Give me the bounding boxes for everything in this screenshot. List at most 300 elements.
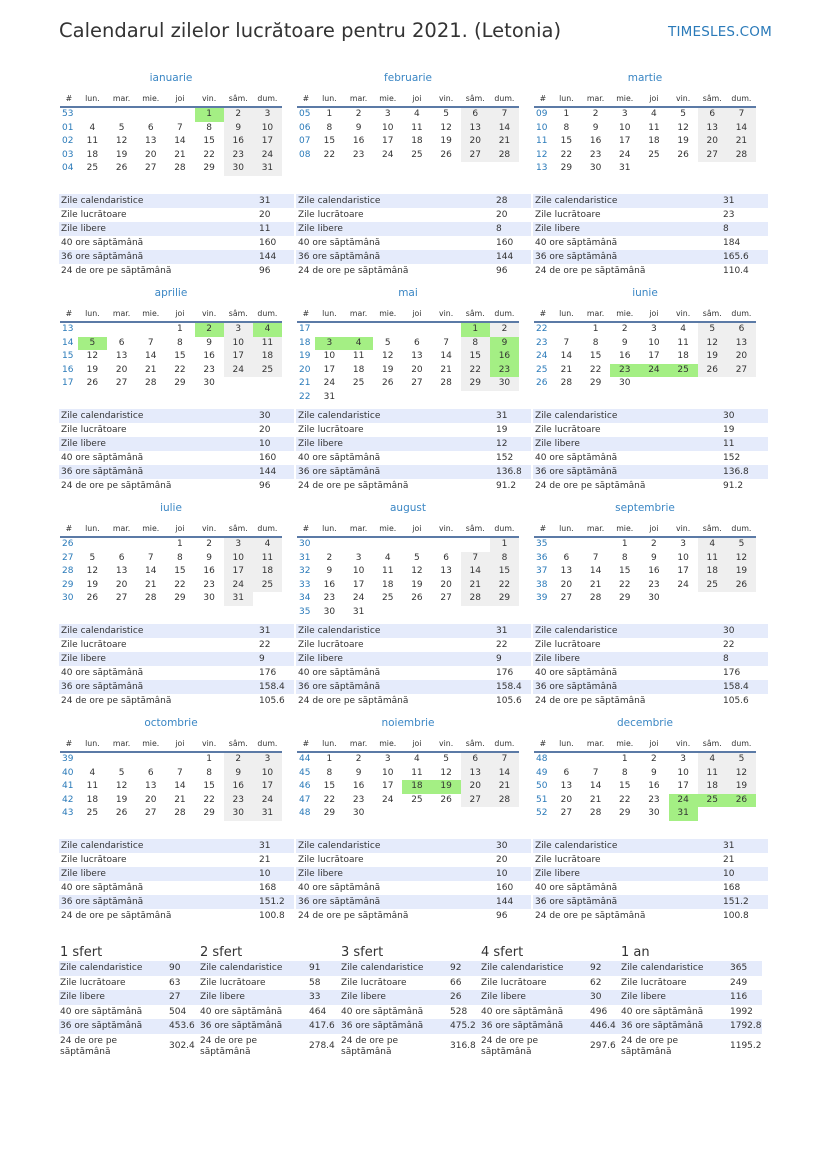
day-cell[interactable]: 18 [411, 136, 423, 146]
day-cell[interactable]: 6 [461, 108, 490, 122]
day-cell[interactable]: 27 [115, 593, 128, 603]
day-cell[interactable]: 15 [461, 350, 490, 364]
day-cell[interactable]: 26 [115, 808, 128, 818]
day-cell[interactable]: 6 [147, 767, 154, 778]
day-cell[interactable]: 18 [382, 579, 394, 590]
day-cell[interactable]: 22 [589, 364, 602, 375]
day-cell[interactable]: 10 [382, 767, 394, 778]
day-cell[interactable]: 20 [411, 364, 423, 375]
day-cell[interactable]: 15 [174, 351, 186, 361]
day-cell[interactable]: 2 [592, 109, 599, 119]
day-cell[interactable]: 31 [224, 592, 253, 606]
day-cell[interactable]: 24 [677, 579, 689, 590]
day-cell[interactable]: 17 [677, 781, 689, 791]
day-cell[interactable]: 4 [384, 552, 391, 563]
day-cell[interactable]: 24 [382, 149, 394, 160]
day-cell[interactable]: 9 [651, 552, 657, 563]
day-cell[interactable]: 29 [461, 377, 490, 391]
day-cell[interactable]: 14 [560, 351, 573, 361]
day-cell[interactable]: 6 [443, 552, 449, 563]
day-cell[interactable]: 2 [651, 539, 657, 549]
day-cell[interactable]: 26 [382, 378, 394, 388]
day-cell[interactable]: 28 [145, 378, 157, 388]
day-cell[interactable]: 13 [698, 122, 727, 136]
day-cell[interactable]: 22 [323, 149, 336, 160]
day-cell[interactable]: 23 [352, 149, 365, 160]
day-cell[interactable]: 14 [727, 122, 756, 136]
day-cell[interactable]: 30 [224, 807, 253, 821]
day-cell[interactable]: 7 [147, 337, 154, 348]
day-cell[interactable]: 18 [253, 565, 282, 579]
day-cell[interactable]: 24 [669, 794, 698, 808]
day-cell[interactable]: 15 [560, 136, 573, 146]
day-cell[interactable]: 8 [461, 337, 490, 351]
day-cell[interactable]: 27 [560, 593, 573, 603]
day-cell[interactable]: 19 [727, 565, 756, 579]
day-cell[interactable]: 13 [440, 566, 452, 576]
day-cell[interactable]: 13 [145, 781, 157, 791]
day-cell[interactable]: 4 [414, 109, 420, 119]
day-cell[interactable]: 20 [461, 135, 490, 149]
day-cell[interactable]: 23 [610, 364, 639, 378]
day-cell[interactable]: 16 [619, 351, 631, 361]
day-cell[interactable]: 4 [253, 538, 282, 552]
day-cell[interactable]: 24 [352, 593, 365, 603]
day-cell[interactable]: 20 [727, 350, 756, 364]
day-cell[interactable]: 20 [145, 794, 157, 805]
day-cell[interactable]: 12 [411, 566, 423, 576]
day-cell[interactable]: 12 [677, 122, 689, 133]
day-cell[interactable]: 5 [118, 767, 125, 778]
day-cell[interactable]: 19 [440, 136, 452, 146]
day-cell[interactable]: 17 [224, 565, 253, 579]
day-cell[interactable]: 19 [86, 579, 99, 590]
day-cell[interactable]: 20 [440, 579, 452, 590]
day-cell[interactable]: 16 [323, 579, 336, 590]
day-cell[interactable]: 19 [727, 780, 756, 794]
day-cell[interactable]: 3 [384, 109, 391, 119]
day-cell[interactable]: 27 [461, 149, 490, 163]
day-cell[interactable]: 1 [177, 324, 183, 334]
day-cell[interactable]: 2 [224, 753, 253, 767]
day-cell[interactable]: 31 [253, 162, 282, 176]
day-cell[interactable]: 31 [669, 807, 698, 821]
day-cell[interactable]: 5 [414, 552, 420, 563]
day-cell[interactable]: 27 [698, 149, 727, 163]
day-cell[interactable]: 5 [727, 753, 756, 767]
day-cell[interactable]: 3 [224, 323, 253, 337]
day-cell[interactable]: 21 [440, 364, 452, 375]
day-cell[interactable]: 28 [440, 378, 452, 388]
day-cell[interactable]: 11 [86, 781, 99, 791]
day-cell[interactable]: 24 [224, 579, 253, 593]
day-cell[interactable]: 24 [224, 364, 253, 378]
day-cell[interactable]: 25 [411, 794, 423, 805]
day-cell[interactable]: 18 [352, 364, 365, 375]
day-cell[interactable]: 19 [382, 364, 394, 375]
day-cell[interactable]: 17 [352, 579, 365, 590]
brand-link[interactable]: TIMESLES.COM [668, 24, 772, 40]
day-cell[interactable]: 2 [355, 754, 362, 764]
day-cell[interactable]: 19 [115, 794, 128, 805]
day-cell[interactable]: 2 [206, 539, 212, 549]
day-cell[interactable]: 7 [490, 753, 519, 767]
day-cell[interactable]: 25 [86, 163, 99, 173]
day-cell[interactable]: 3 [355, 552, 362, 563]
day-cell[interactable]: 10 [677, 767, 689, 778]
day-cell[interactable]: 8 [206, 122, 212, 133]
day-cell[interactable]: 10 [253, 767, 282, 781]
day-cell[interactable]: 3 [384, 754, 391, 764]
day-cell[interactable]: 15 [203, 136, 215, 146]
day-cell[interactable]: 3 [651, 324, 657, 334]
day-cell[interactable]: 12 [86, 566, 99, 576]
day-cell[interactable]: 25 [669, 364, 698, 378]
day-cell[interactable]: 4 [414, 754, 420, 764]
day-cell[interactable]: 30 [323, 606, 336, 617]
day-cell[interactable]: 19 [86, 364, 99, 375]
day-cell[interactable]: 21 [589, 794, 602, 805]
day-cell[interactable]: 2 [355, 109, 362, 119]
day-cell[interactable]: 13 [115, 566, 128, 576]
day-cell[interactable]: 5 [443, 109, 449, 119]
day-cell[interactable]: 11 [352, 351, 365, 361]
day-cell[interactable]: 16 [203, 566, 215, 576]
day-cell[interactable]: 15 [490, 565, 519, 579]
day-cell[interactable]: 11 [411, 767, 423, 778]
day-cell[interactable]: 2 [490, 323, 519, 337]
day-cell[interactable]: 30 [619, 378, 631, 388]
day-cell[interactable]: 12 [86, 351, 99, 361]
day-cell[interactable]: 27 [145, 163, 157, 173]
day-cell[interactable]: 6 [563, 552, 570, 563]
day-cell[interactable]: 9 [224, 767, 253, 781]
day-cell[interactable]: 11 [86, 136, 99, 146]
day-cell[interactable]: 19 [411, 579, 423, 590]
day-cell[interactable]: 17 [323, 364, 336, 375]
day-cell[interactable]: 24 [639, 364, 668, 378]
day-cell[interactable]: 13 [145, 136, 157, 146]
day-cell[interactable]: 25 [698, 579, 727, 593]
day-cell[interactable]: 3 [253, 753, 282, 767]
day-cell[interactable]: 27 [560, 808, 573, 818]
day-cell[interactable]: 28 [461, 592, 490, 606]
day-cell[interactable]: 22 [203, 794, 215, 805]
day-cell[interactable]: 13 [461, 767, 490, 781]
day-cell[interactable]: 19 [698, 350, 727, 364]
day-cell[interactable]: 1 [490, 538, 519, 552]
day-cell[interactable]: 6 [563, 767, 570, 778]
day-cell[interactable]: 12 [382, 351, 394, 361]
day-cell[interactable]: 1 [621, 754, 628, 764]
day-cell[interactable]: 14 [490, 122, 519, 136]
day-cell[interactable]: 7 [177, 122, 183, 133]
day-cell[interactable]: 9 [206, 552, 212, 563]
day-cell[interactable]: 26 [440, 149, 452, 160]
day-cell[interactable]: 6 [147, 122, 154, 133]
day-cell[interactable]: 30 [203, 378, 215, 388]
day-cell[interactable]: 17 [253, 780, 282, 794]
day-cell[interactable]: 19 [115, 149, 128, 160]
day-cell[interactable]: 20 [461, 780, 490, 794]
day-cell[interactable]: 31 [323, 391, 336, 402]
day-cell[interactable]: 21 [461, 579, 490, 593]
day-cell[interactable]: 7 [592, 552, 599, 563]
day-cell[interactable]: 5 [118, 122, 125, 133]
day-cell[interactable]: 12 [440, 122, 452, 133]
day-cell[interactable]: 6 [118, 337, 125, 348]
day-cell[interactable]: 12 [698, 337, 727, 351]
day-cell[interactable]: 3 [224, 538, 253, 552]
day-cell[interactable]: 11 [382, 566, 394, 576]
day-cell[interactable]: 20 [560, 794, 573, 805]
day-cell[interactable]: 28 [727, 149, 756, 163]
day-cell[interactable]: 11 [411, 122, 423, 133]
day-cell[interactable]: 10 [352, 566, 365, 576]
day-cell[interactable]: 14 [145, 566, 157, 576]
day-cell[interactable]: 21 [560, 364, 573, 375]
day-cell[interactable]: 17 [677, 566, 689, 576]
day-cell[interactable]: 26 [86, 378, 99, 388]
day-cell[interactable]: 18 [253, 350, 282, 364]
day-cell[interactable]: 26 [440, 794, 452, 805]
day-cell[interactable]: 29 [323, 808, 336, 818]
day-cell[interactable]: 15 [589, 351, 602, 361]
day-cell[interactable]: 19 [432, 780, 461, 794]
day-cell[interactable]: 25 [352, 378, 365, 388]
day-cell[interactable]: 14 [589, 566, 602, 576]
day-cell[interactable]: 22 [490, 579, 519, 593]
day-cell[interactable]: 22 [619, 579, 631, 590]
day-cell[interactable]: 2 [621, 324, 628, 334]
day-cell[interactable]: 23 [648, 579, 660, 590]
day-cell[interactable]: 1 [563, 109, 570, 119]
day-cell[interactable]: 4 [651, 109, 657, 119]
day-cell[interactable]: 2 [224, 108, 253, 122]
day-cell[interactable]: 16 [352, 781, 365, 791]
day-cell[interactable]: 21 [145, 364, 157, 375]
day-cell[interactable]: 25 [411, 149, 423, 160]
day-cell[interactable]: 20 [115, 579, 128, 590]
day-cell[interactable]: 8 [490, 552, 519, 566]
day-cell[interactable]: 7 [727, 108, 756, 122]
day-cell[interactable]: 28 [560, 378, 573, 388]
day-cell[interactable]: 24 [253, 149, 282, 163]
day-cell[interactable]: 8 [621, 767, 628, 778]
day-cell[interactable]: 26 [727, 579, 756, 593]
day-cell[interactable]: 1 [461, 323, 490, 337]
day-cell[interactable]: 7 [177, 767, 183, 778]
day-cell[interactable]: 9 [621, 337, 628, 348]
day-cell[interactable]: 22 [203, 149, 215, 160]
day-cell[interactable]: 28 [490, 149, 519, 163]
day-cell[interactable]: 18 [86, 149, 99, 160]
day-cell[interactable]: 20 [115, 364, 128, 375]
day-cell[interactable]: 10 [648, 337, 660, 348]
day-cell[interactable]: 25 [698, 794, 727, 808]
day-cell[interactable]: 30 [224, 162, 253, 176]
day-cell[interactable]: 27 [115, 378, 128, 388]
day-cell[interactable]: 6 [727, 323, 756, 337]
day-cell[interactable]: 9 [490, 337, 519, 351]
day-cell[interactable]: 23 [203, 364, 215, 375]
day-cell[interactable]: 17 [253, 135, 282, 149]
day-cell[interactable]: 3 [680, 754, 686, 764]
day-cell[interactable]: 18 [402, 780, 431, 794]
day-cell[interactable]: 3 [315, 337, 344, 351]
day-cell[interactable]: 19 [677, 136, 689, 146]
day-cell[interactable]: 1 [177, 539, 183, 549]
day-cell[interactable]: 9 [326, 566, 333, 576]
day-cell[interactable]: 5 [89, 552, 96, 563]
day-cell[interactable]: 29 [619, 593, 631, 603]
day-cell[interactable]: 28 [589, 593, 602, 603]
day-cell[interactable]: 9 [355, 767, 362, 778]
day-cell[interactable]: 9 [592, 122, 599, 133]
day-cell[interactable]: 21 [490, 135, 519, 149]
day-cell[interactable]: 20 [560, 579, 573, 590]
day-cell[interactable]: 30 [589, 163, 602, 173]
day-cell[interactable]: 8 [621, 552, 628, 563]
day-cell[interactable]: 23 [352, 794, 365, 805]
day-cell[interactable]: 2 [326, 552, 333, 563]
day-cell[interactable]: 15 [174, 566, 186, 576]
day-cell[interactable]: 17 [648, 351, 660, 361]
day-cell[interactable]: 17 [382, 781, 394, 791]
day-cell[interactable]: 29 [203, 163, 215, 173]
day-cell[interactable]: 18 [698, 565, 727, 579]
day-cell[interactable]: 23 [648, 794, 660, 805]
day-cell[interactable]: 23 [490, 364, 519, 378]
day-cell[interactable]: 28 [174, 808, 186, 818]
day-cell[interactable]: 9 [355, 122, 362, 133]
day-cell[interactable]: 21 [727, 135, 756, 149]
day-cell[interactable]: 3 [253, 108, 282, 122]
day-cell[interactable]: 10 [323, 351, 336, 361]
day-cell[interactable]: 12 [727, 767, 756, 781]
day-cell[interactable]: 17 [619, 136, 631, 146]
day-cell[interactable]: 18 [86, 794, 99, 805]
day-cell[interactable]: 16 [224, 135, 253, 149]
day-cell[interactable]: 11 [698, 767, 727, 781]
day-cell[interactable]: 10 [224, 337, 253, 351]
day-cell[interactable]: 14 [440, 351, 452, 361]
day-cell[interactable]: 23 [224, 794, 253, 808]
day-cell[interactable]: 18 [698, 780, 727, 794]
day-cell[interactable]: 1 [326, 109, 333, 119]
day-cell[interactable]: 27 [727, 364, 756, 378]
day-cell[interactable]: 16 [352, 136, 365, 146]
day-cell[interactable]: 26 [411, 593, 423, 603]
day-cell[interactable]: 18 [648, 136, 660, 146]
day-cell[interactable]: 9 [206, 337, 212, 348]
day-cell[interactable]: 20 [145, 149, 157, 160]
day-cell[interactable]: 30 [352, 808, 365, 818]
day-cell[interactable]: 13 [461, 122, 490, 136]
day-cell[interactable]: 23 [224, 149, 253, 163]
day-cell[interactable]: 4 [698, 753, 727, 767]
day-cell[interactable]: 12 [727, 552, 756, 566]
day-cell[interactable]: 24 [253, 794, 282, 808]
day-cell[interactable]: 10 [253, 122, 282, 136]
day-cell[interactable]: 11 [253, 337, 282, 351]
day-cell[interactable]: 3 [680, 539, 686, 549]
day-cell[interactable]: 25 [253, 364, 282, 378]
day-cell[interactable]: 21 [589, 579, 602, 590]
day-cell[interactable]: 22 [174, 579, 186, 590]
day-cell[interactable]: 12 [440, 767, 452, 778]
day-cell[interactable]: 29 [619, 808, 631, 818]
day-cell[interactable]: 22 [619, 794, 631, 805]
day-cell[interactable]: 27 [440, 593, 452, 603]
day-cell[interactable]: 4 [680, 324, 686, 334]
day-cell[interactable]: 8 [592, 337, 599, 348]
day-cell[interactable]: 9 [651, 767, 657, 778]
day-cell[interactable]: 11 [648, 122, 660, 133]
day-cell[interactable]: 7 [563, 337, 570, 348]
day-cell[interactable]: 7 [147, 552, 154, 563]
day-cell[interactable]: 11 [677, 337, 689, 348]
day-cell[interactable]: 22 [560, 149, 573, 160]
day-cell[interactable]: 31 [619, 163, 631, 173]
day-cell[interactable]: 25 [253, 579, 282, 593]
day-cell[interactable]: 24 [323, 378, 336, 388]
day-cell[interactable]: 26 [727, 794, 756, 808]
day-cell[interactable]: 23 [203, 579, 215, 590]
day-cell[interactable]: 21 [174, 149, 186, 160]
day-cell[interactable]: 8 [326, 122, 333, 133]
day-cell[interactable]: 28 [490, 794, 519, 808]
day-cell[interactable]: 14 [145, 351, 157, 361]
day-cell[interactable]: 13 [560, 566, 573, 576]
day-cell[interactable]: 23 [323, 593, 336, 603]
day-cell[interactable]: 30 [203, 593, 215, 603]
day-cell[interactable]: 31 [253, 807, 282, 821]
day-cell[interactable]: 13 [560, 781, 573, 791]
day-cell[interactable]: 16 [490, 350, 519, 364]
day-cell[interactable]: 26 [86, 593, 99, 603]
day-cell[interactable]: 27 [461, 794, 490, 808]
day-cell[interactable]: 5 [78, 337, 107, 351]
day-cell[interactable]: 1 [326, 754, 333, 764]
day-cell[interactable]: 26 [115, 163, 128, 173]
day-cell[interactable]: 6 [414, 337, 420, 348]
day-cell[interactable]: 30 [648, 808, 660, 818]
day-cell[interactable]: 5 [443, 754, 449, 764]
day-cell[interactable]: 28 [174, 163, 186, 173]
day-cell[interactable]: 14 [174, 136, 186, 146]
day-cell[interactable]: 14 [490, 767, 519, 781]
day-cell[interactable]: 11 [253, 552, 282, 566]
day-cell[interactable]: 28 [145, 593, 157, 603]
day-cell[interactable]: 20 [698, 135, 727, 149]
day-cell[interactable]: 29 [490, 592, 519, 606]
day-cell[interactable]: 25 [382, 593, 394, 603]
day-cell[interactable]: 4 [698, 538, 727, 552]
day-cell[interactable]: 25 [648, 149, 660, 160]
day-cell[interactable]: 2 [195, 323, 224, 337]
day-cell[interactable]: 29 [174, 378, 186, 388]
day-cell[interactable]: 2 [651, 754, 657, 764]
day-cell[interactable]: 5 [727, 538, 756, 552]
day-cell[interactable]: 26 [698, 364, 727, 378]
day-cell[interactable]: 28 [589, 808, 602, 818]
day-cell[interactable]: 15 [203, 781, 215, 791]
day-cell[interactable]: 8 [177, 552, 183, 563]
day-cell[interactable]: 14 [174, 781, 186, 791]
day-cell[interactable]: 14 [589, 781, 602, 791]
day-cell[interactable]: 13 [411, 351, 423, 361]
